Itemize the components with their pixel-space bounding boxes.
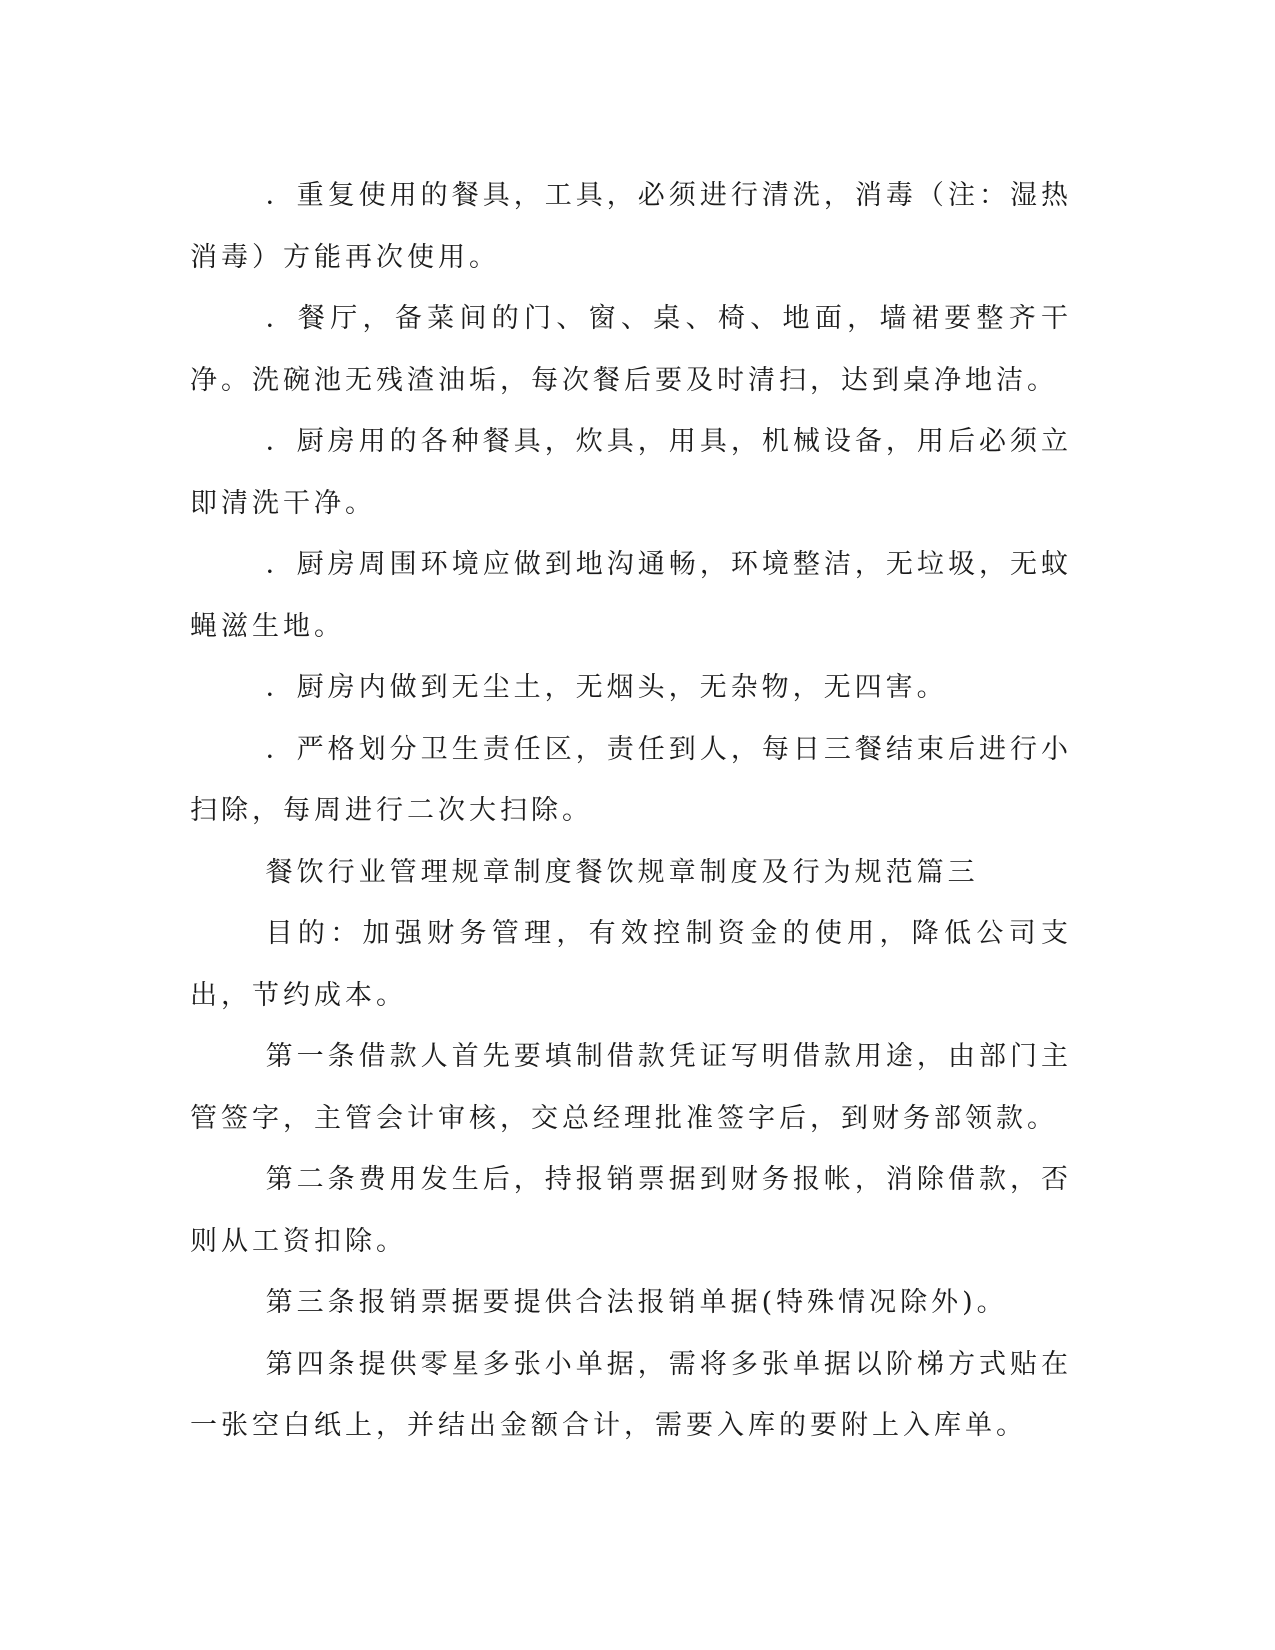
document-body: [190, 165, 1072, 1457]
paragraph-purpose: 目的：加强财务管理，有效控制资金的使用，降低公司支出，节约成本。: [190, 918, 1072, 1011]
paragraph-reuse-tableware: ．重复使用的餐具，工具，必须进行清洗，消毒（注：湿热消毒）方能再次使用。: [190, 180, 1072, 273]
paragraph-kitchen-surroundings: ．厨房周围环境应做到地沟通畅，环境整洁，无垃圾，无蚊蝇滋生地。: [190, 549, 1072, 642]
article-3: 第三条报销票据要提供合法报销单据(特殊情况除外)。: [265, 1287, 1008, 1318]
paragraph-dining-hall-cleanliness: ．餐厅，备菜间的门、窗、桌、椅、地面，墙裙要整齐干净。洗碗池无残渣油垢，每次餐后要及时清扫，达到桌净地洁。: [190, 303, 1072, 396]
article-1: 第一条借款人首先要填制借款凭证写明借款用途，由部门主管签字，主管会计审核，交总经理批准签字后，到财务部领款。: [190, 1041, 1072, 1134]
paragraph-kitchen-interior: ．厨房内做到无尘土，无烟头，无杂物，无四害。: [265, 672, 948, 703]
article-2: 第二条费用发生后，持报销票据到财务报帐，消除借款，否则从工资扣除。: [190, 1164, 1072, 1257]
section-heading: 餐饮行业管理规章制度餐饮规章制度及行为规范篇三: [265, 856, 979, 888]
article-4: 第四条提供零星多张小单据，需将多张单据以阶梯方式贴在一张空白纸上，并结出金额合计，需要入库的要附上入库单。: [190, 1348, 1072, 1441]
paragraph-kitchen-utensils: ．厨房用的各种餐具，炊具，用具，机械设备，用后必须立即清洗干净。: [190, 426, 1072, 519]
paragraph-hygiene-responsibility: ．严格划分卫生责任区，责任到人，每日三餐结束后进行小扫除，每周进行二次大扫除。: [190, 733, 1072, 826]
